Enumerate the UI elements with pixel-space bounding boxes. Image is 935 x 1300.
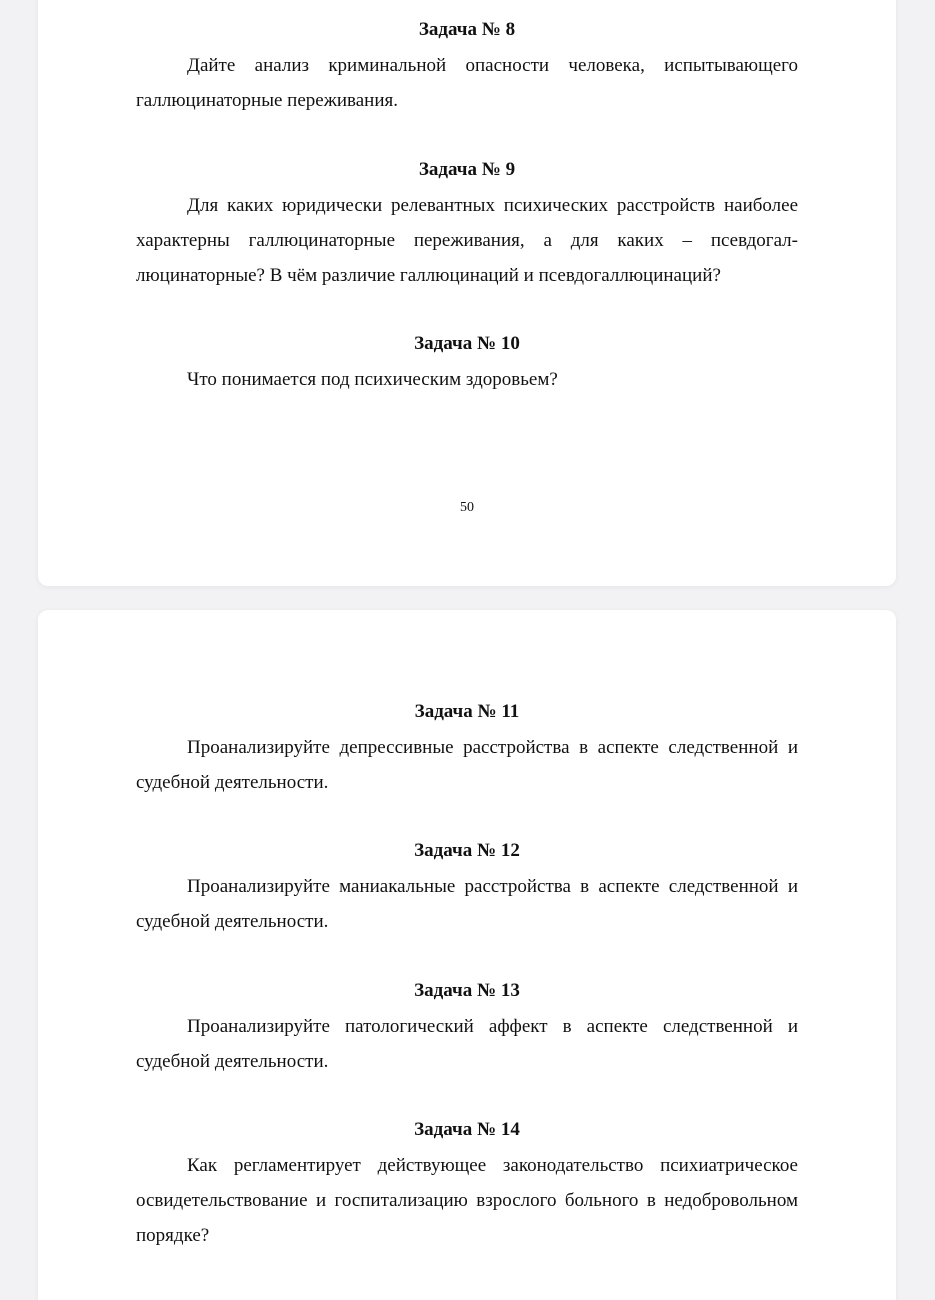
task-12-text: Проанализируйте маниакальные расстройства в аспекте следственной и судебной деятельности. <box>136 876 798 932</box>
task-14-text: Как регламентирует действующее законодательство психиатрическое освидетельствование и госпитализацию взрослого больного в недобровольном порядке? <box>136 1155 798 1246</box>
task-10-text: Что понимается под психическим здоровьем? <box>187 369 558 390</box>
page-number: 50 <box>460 500 474 515</box>
task-11-title: Задача № 11 <box>414 701 520 722</box>
task-13-text: Проанализируйте патологический аффект в аспекте следственной и судебной деятельности. <box>136 1016 798 1072</box>
document-page-2 <box>38 610 896 1300</box>
task-9-text: Для каких юридически релевантных психических расстройств наиболее характерны галлюцинаторные переживания, а для каких – псевдогаллюцинаторные? В чём различие галлюцинаций и псевдогаллюцинаций? <box>136 195 798 286</box>
task-12-title: Задача № 12 <box>414 840 520 861</box>
task-13-title: Задача № 13 <box>414 980 520 1001</box>
task-14-title: Задача № 14 <box>414 1119 520 1140</box>
task-9-title: Задача № 9 <box>418 159 516 180</box>
task-8-title: Задача № 8 <box>418 19 516 40</box>
document-page-1 <box>38 0 896 586</box>
task-10-title: Задача № 10 <box>414 333 520 354</box>
task-8-text: Дайте анализ криминальной опасности человека, испытывающего галлюцинаторные переживания. <box>136 55 798 111</box>
task-11-text: Проанализируйте депрессивные расстройства в аспекте следственной и судебной деятельности. <box>136 737 798 793</box>
